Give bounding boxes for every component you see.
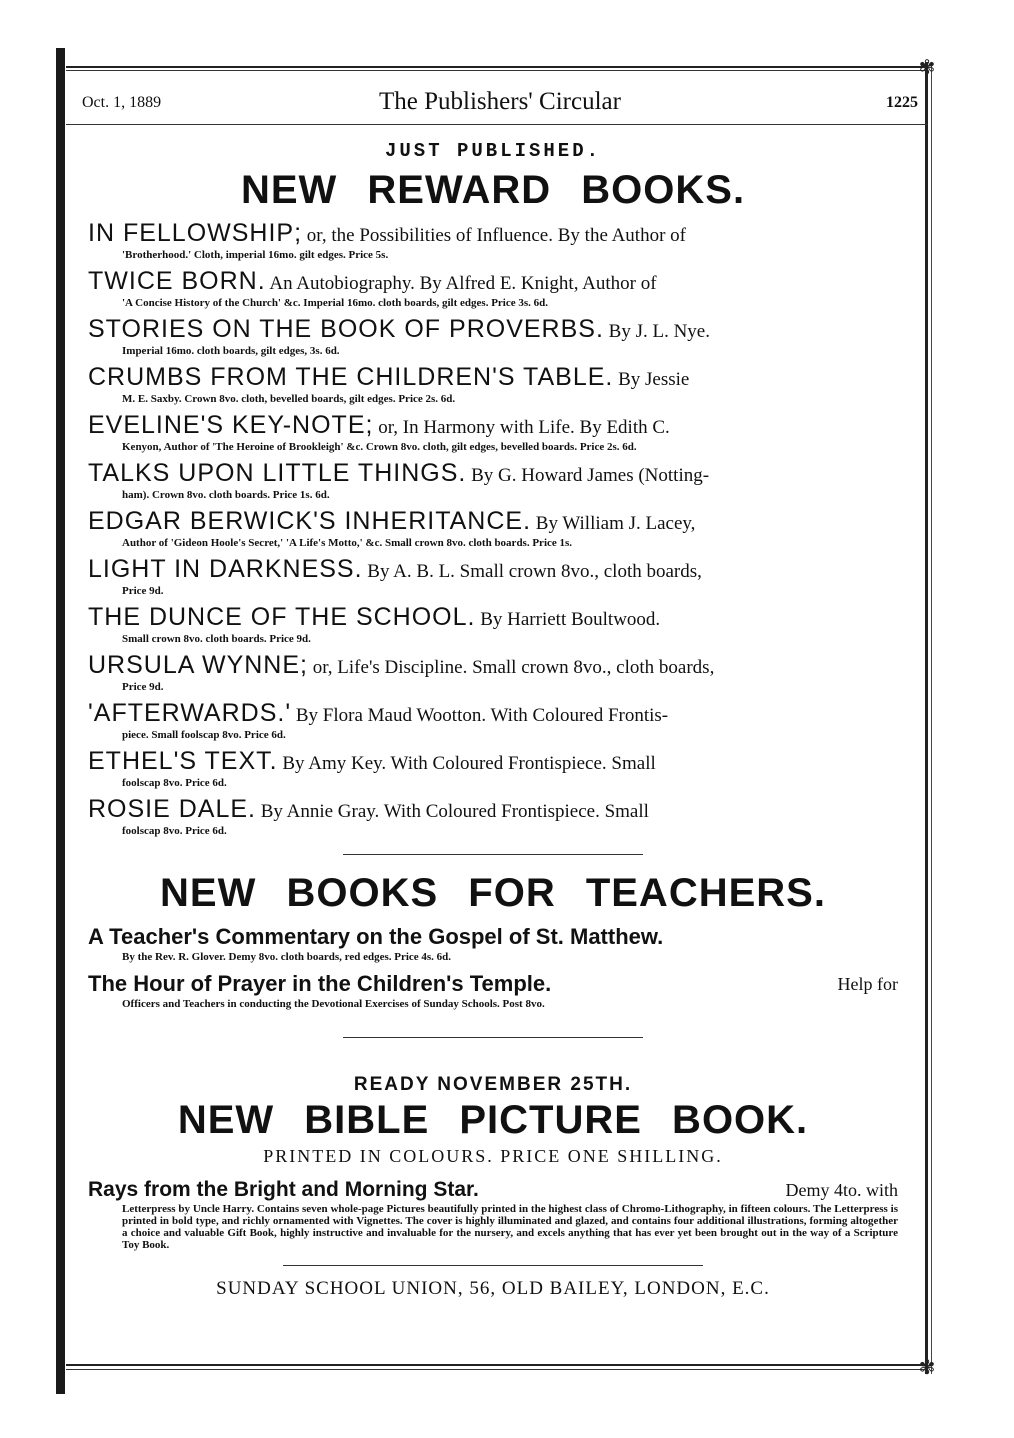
book-title-line bbox=[88, 604, 898, 633]
page-spine bbox=[56, 48, 65, 1394]
list-item bbox=[88, 268, 898, 310]
book-byline: or, Life's Discipline. Small crown 8vo., cloth boards, bbox=[307, 657, 715, 678]
list-item bbox=[88, 604, 898, 646]
book-byline: or, the Possibilities of Influence. By the Author of bbox=[302, 225, 686, 246]
book-title: LIGHT IN DARKNESS. bbox=[88, 556, 363, 583]
book-title: EVELINE'S KEY-NOTE; bbox=[88, 412, 374, 439]
book-title: ETHEL'S TEXT. bbox=[88, 748, 278, 775]
periodical-title: The Publishers' Circular bbox=[379, 88, 621, 115]
reward-books-list bbox=[88, 220, 898, 838]
book-details: Officers and Teachers in conducting the Devotional Exercises of Sunday Schools. Post 8vo. bbox=[122, 998, 545, 1010]
bible-book-heading: NEW BIBLE PICTURE BOOK. bbox=[177, 1098, 809, 1142]
list-item bbox=[88, 556, 898, 598]
top-border-rule bbox=[66, 66, 928, 68]
book-title: 'AFTERWARDS.' bbox=[88, 700, 292, 727]
reward-books-heading: NEW REWARD BOOKS. bbox=[240, 168, 746, 212]
book-title-line bbox=[88, 316, 898, 345]
list-item bbox=[88, 412, 898, 454]
list-item bbox=[88, 923, 898, 964]
book-byline: By Jessie bbox=[613, 369, 690, 390]
advertisement-body bbox=[88, 140, 898, 1300]
book-title-line bbox=[88, 268, 898, 297]
book-byline: By Amy Key. With Coloured Frontispiece. Small bbox=[277, 753, 656, 774]
flourish-ornament-icon: ✾ bbox=[918, 55, 936, 79]
book-title: THE DUNCE OF THE SCHOOL. bbox=[88, 604, 476, 631]
book-title-tail: Help for bbox=[837, 974, 898, 994]
book-title-line bbox=[88, 700, 898, 729]
list-item bbox=[88, 460, 898, 502]
section-divider bbox=[343, 854, 643, 855]
list-item bbox=[88, 970, 898, 1011]
book-title-line bbox=[88, 556, 898, 585]
page-header bbox=[82, 88, 918, 118]
book-details: Small crown 8vo. cloth boards. Price 9d. bbox=[122, 633, 311, 645]
footer-divider bbox=[283, 1265, 703, 1266]
bottom-border-rule bbox=[66, 1364, 928, 1366]
book-byline: By Annie Gray. With Coloured Frontispiece. Small bbox=[256, 801, 649, 822]
book-title-line bbox=[88, 652, 898, 681]
book-title: The Hour of Prayer in the Children's Temple. bbox=[88, 971, 552, 996]
list-item bbox=[88, 364, 898, 406]
book-byline: By G. Howard James (Notting- bbox=[466, 465, 710, 486]
book-byline: By Flora Maud Wootton. With Coloured Frontis- bbox=[291, 705, 669, 726]
book-details: foolscap 8vo. Price 6d. bbox=[122, 825, 227, 837]
book-title-line bbox=[88, 508, 898, 537]
book-details: 'A Concise History of the Church' &c. Imperial 16mo. cloth boards, gilt edges. Price 3s. 6d. bbox=[122, 297, 549, 309]
book-title: URSULA WYNNE; bbox=[88, 652, 308, 679]
book-title-line bbox=[88, 796, 898, 825]
book-byline: By J. L. Nye. bbox=[603, 321, 710, 342]
book-details: M. E. Saxby. Crown 8vo. cloth, bevelled boards, gilt edges. Price 2s. 6d. bbox=[122, 393, 456, 405]
book-byline: or, In Harmony with Life. By Edith C. bbox=[373, 417, 670, 438]
page-number: 1225 bbox=[886, 94, 918, 111]
book-details: Price 9d. bbox=[122, 681, 164, 693]
right-border-rule-inner bbox=[931, 62, 932, 1374]
book-title-line bbox=[88, 460, 898, 489]
book-title: A Teacher's Commentary on the Gospel of St. Matthew. bbox=[88, 924, 664, 949]
list-item bbox=[88, 316, 898, 358]
just-published-banner: JUST PUBLISHED. bbox=[384, 140, 602, 162]
rays-title: Rays from the Bright and Morning Star. bbox=[88, 1178, 479, 1201]
book-title-line bbox=[88, 748, 898, 777]
bottom-border-rule-thin bbox=[66, 1369, 928, 1370]
book-details: piece. Small foolscap 8vo. Price 6d. bbox=[122, 729, 286, 741]
ready-date: READY NOVEMBER 25TH. bbox=[353, 1074, 633, 1095]
top-border-rule-thin bbox=[66, 70, 928, 71]
book-details: Kenyon, Author of 'The Heroine of Brookleigh' &c. Crown 8vo. cloth, gilt edges, bevelled boards. Price 2s. 6d. bbox=[122, 441, 637, 453]
book-title: IN FELLOWSHIP; bbox=[88, 220, 303, 247]
book-title-line bbox=[88, 220, 898, 249]
book-details: 'Brotherhood.' Cloth, imperial 16mo. gilt edges. Price 5s. bbox=[122, 249, 389, 261]
book-byline: By A. B. L. Small crown 8vo., cloth boards, bbox=[362, 561, 702, 582]
book-title-line bbox=[88, 970, 898, 998]
header-underline bbox=[66, 124, 928, 125]
book-title: TWICE BORN. bbox=[88, 268, 266, 295]
section-divider bbox=[343, 1037, 643, 1038]
rays-title-line bbox=[88, 1177, 898, 1203]
book-title: EDGAR BERWICK'S INHERITANCE. bbox=[88, 508, 532, 535]
book-byline: By Harriett Boultwood. bbox=[475, 609, 661, 630]
rays-format: Demy 4to. with bbox=[785, 1180, 898, 1200]
book-title: ROSIE DALE. bbox=[88, 796, 256, 823]
issue-date: Oct. 1, 1889 bbox=[82, 94, 162, 111]
book-details: Imperial 16mo. cloth boards, gilt edges, 3s. 6d. bbox=[122, 345, 340, 357]
book-details: By the Rev. R. Glover. Demy 8vo. cloth boards, red edges. Price 4s. 6d. bbox=[122, 951, 452, 963]
printed-price-line: PRINTED IN COLOURS. PRICE ONE SHILLING. bbox=[263, 1146, 723, 1166]
list-item bbox=[88, 508, 898, 550]
book-details: ham). Crown 8vo. cloth boards. Price 1s. 6d. bbox=[122, 489, 330, 501]
book-title: CRUMBS FROM THE CHILDREN'S TABLE. bbox=[88, 364, 614, 391]
book-details: Price 9d. bbox=[122, 585, 164, 597]
book-title-line bbox=[88, 364, 898, 393]
publisher-imprint: SUNDAY SCHOOL UNION, 56, OLD BAILEY, LONDON, E.C. bbox=[216, 1278, 770, 1299]
list-item bbox=[88, 796, 898, 838]
book-title: TALKS UPON LITTLE THINGS. bbox=[88, 460, 467, 487]
right-border-rule bbox=[925, 62, 928, 1374]
list-item bbox=[88, 748, 898, 790]
book-byline: By William J. Lacey, bbox=[531, 513, 696, 534]
teachers-books-heading: NEW BOOKS FOR TEACHERS. bbox=[160, 871, 826, 915]
book-details: Author of 'Gideon Hoole's Secret,' 'A Life's Motto,' &c. Small crown 8vo. cloth boards. Price 1s. bbox=[122, 537, 573, 549]
book-title: STORIES ON THE BOOK OF PROVERBS. bbox=[88, 316, 604, 343]
rays-description: Letterpress by Uncle Harry. Contains seven whole-page Pictures beautifully printed in the highest class of Chromo-Lithography, in fifteen colours. The Letterpress is printed in bold type, and richly ornamented with Vignettes. The cover is highly illuminated and glazed, and contains four additional illustrations, forming altogether a choice and valuable Gift Book, highly instructive and invaluable for the nursery, and excels anything that has ever yet been brought out in the way of a Scripture Toy Book. bbox=[122, 1203, 898, 1251]
list-item bbox=[88, 652, 898, 694]
list-item bbox=[88, 220, 898, 262]
book-details: foolscap 8vo. Price 6d. bbox=[122, 777, 227, 789]
book-title-line bbox=[88, 412, 898, 441]
book-byline: An Autobiography. By Alfred E. Knight, Author of bbox=[265, 273, 657, 294]
flourish-ornament-icon: ✾ bbox=[918, 1355, 936, 1379]
list-item bbox=[88, 700, 898, 742]
